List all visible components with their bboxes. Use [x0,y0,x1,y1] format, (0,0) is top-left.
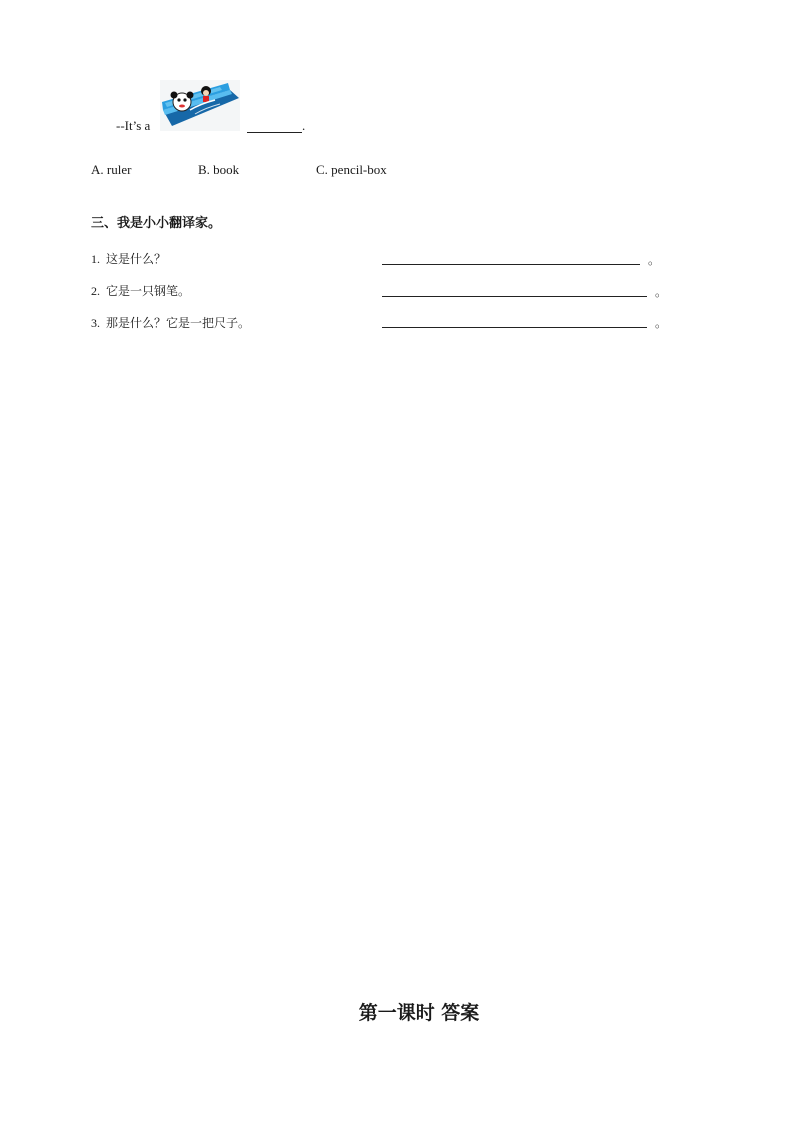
pencil-box-image [160,80,240,131]
item-end-mark: 。 [655,285,668,299]
item-number: 3. [91,316,100,330]
option-a: A. ruler [91,162,132,177]
answer-heading: 第一课时 答案 [358,1002,480,1024]
item-number: 2. [91,284,100,298]
translate-blank-2[interactable] [382,296,647,297]
item-number: 1. [91,252,100,266]
translate-blank-1[interactable] [382,264,640,265]
option-b: B. book [198,162,240,177]
option-c: C. pencil-box [316,162,387,177]
answer-blank-line[interactable] [247,132,302,133]
question-end-mark: . [302,118,306,133]
translate-item-1 [91,250,166,267]
translate-blank-3[interactable] [382,327,647,328]
item-text: 它是一只钢笔。 [106,284,191,298]
item-end-mark: 。 [648,253,661,267]
question-prefix: --It’s a [116,118,151,133]
item-text: 这是什么？ [106,252,167,266]
translate-item-3 [91,314,250,331]
item-text: 那是什么？它是一把尺子。 [106,316,251,330]
item-end-mark: 。 [655,316,668,330]
section-title: 三、我是小小翻译家。 [91,216,222,231]
translate-item-2 [91,282,190,299]
